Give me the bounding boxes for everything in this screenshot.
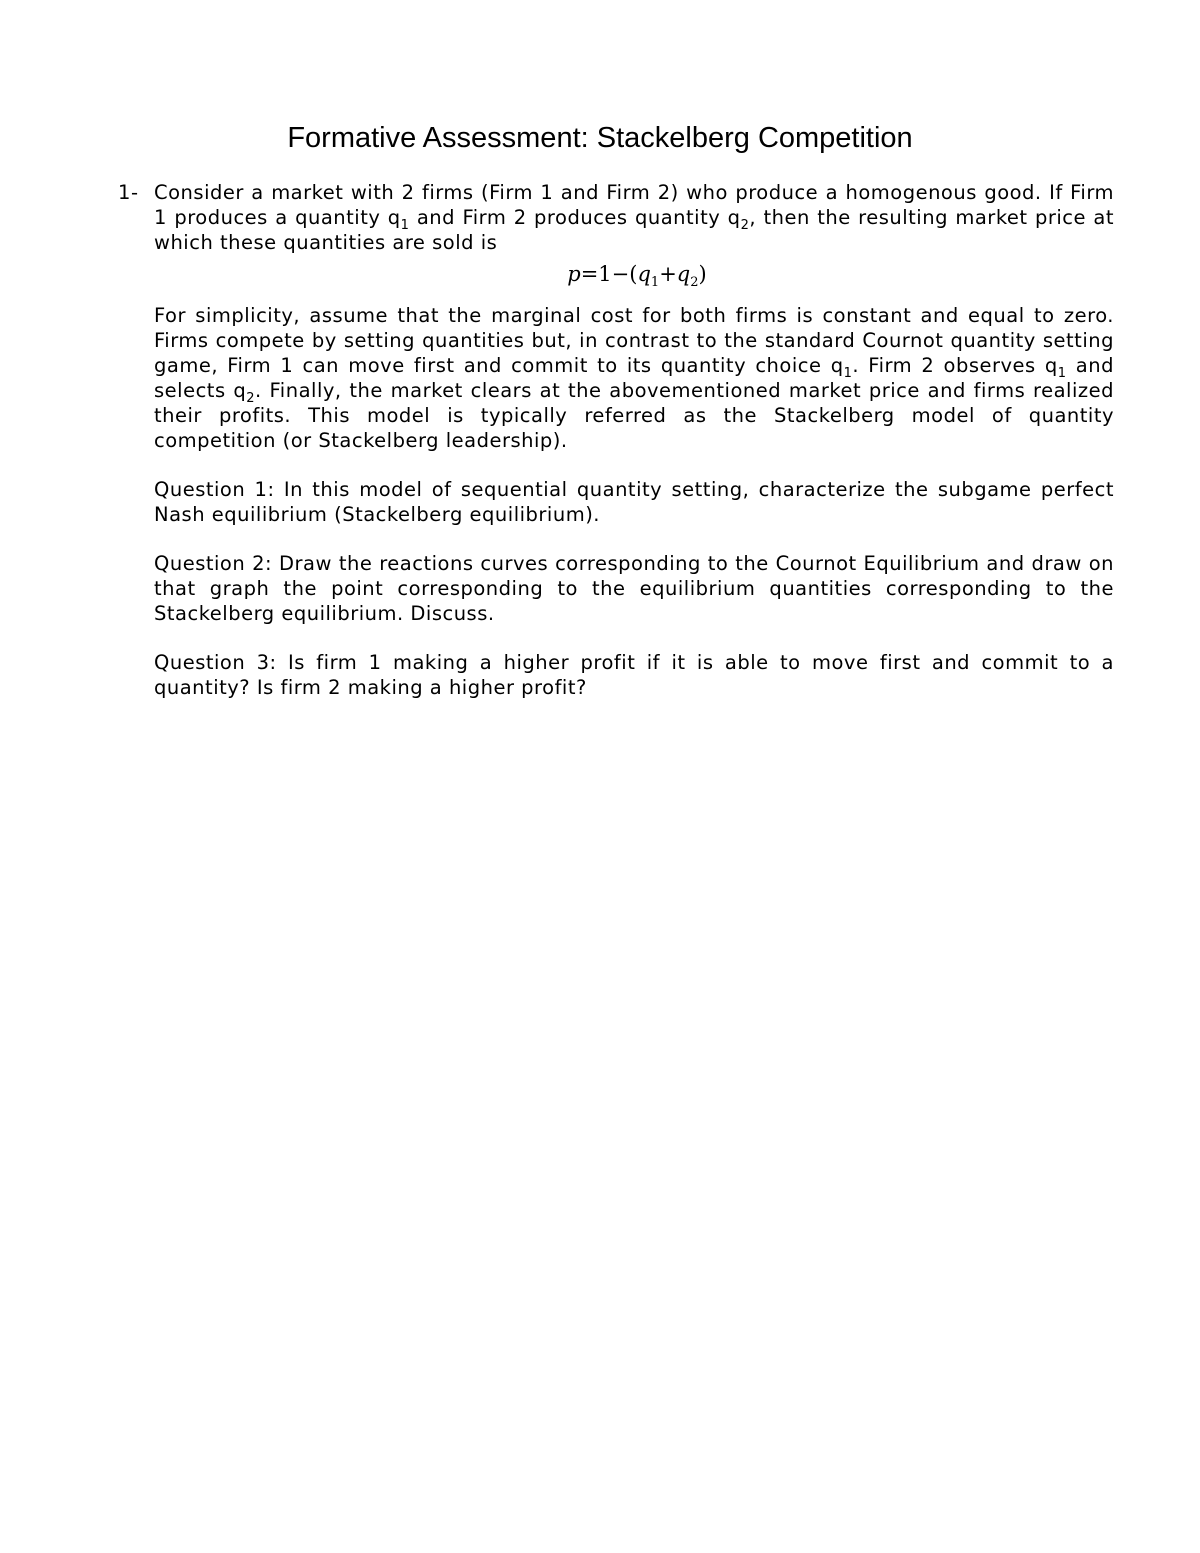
formula-equals: =1−( bbox=[580, 262, 638, 286]
formula-p: p bbox=[567, 262, 581, 286]
assumptions-text-b: . Firm 2 observes q bbox=[852, 354, 1058, 377]
assumptions-text-c: and selects q bbox=[154, 354, 1114, 402]
formula-q1-subscript: 1 bbox=[650, 275, 660, 291]
subscript-1: 1 bbox=[400, 217, 410, 233]
formula-plus: + bbox=[659, 262, 677, 286]
price-formula bbox=[154, 257, 1114, 291]
assumptions-text-a: For simplicity, assume that the marginal cost for both firms is constant and equal to zero. Firms compete by setting quantities but, in contrast to the standard Cournot quantity setting game, Firm 1 can move first and commit to its quantity choice q bbox=[154, 304, 1114, 377]
formula-q2-subscript: 2 bbox=[690, 275, 699, 291]
question-1-paragraph: Question 1: In this model of sequential quantity setting, characterize the subgame perfect Nash equilibrium (Stackelberg equilibrium). bbox=[154, 478, 1114, 526]
formula-q2: q bbox=[676, 262, 691, 286]
question-number: 1- bbox=[118, 181, 139, 204]
question-3-paragraph: Question 3: Is firm 1 making a higher profit if it is able to move first and commit to a quantity? Is firm 2 making a higher profit? bbox=[154, 651, 1114, 699]
market-description-paragraph bbox=[154, 180, 1114, 255]
assumptions-text-d: . Finally, the market clears at the abovementioned market price and firms realized their profits. This model is typically referred as the Stackelberg model of quantity competition (or Stackelberg leadership). bbox=[154, 379, 1114, 452]
market-text-b: and Firm 2 produces quantity q bbox=[409, 206, 741, 229]
subscript-1: 1 bbox=[1057, 365, 1067, 381]
subscript-2: 2 bbox=[740, 217, 750, 233]
formula-close-paren: ) bbox=[698, 262, 707, 286]
subscript-2: 2 bbox=[246, 390, 256, 406]
subscript-1: 1 bbox=[843, 365, 853, 381]
document-title: Formative Assessment: Stackelberg Competition bbox=[287, 122, 913, 154]
formula-q1: q bbox=[637, 262, 651, 286]
market-text-c: , then the resulting market price at which these quantities are sold is bbox=[154, 206, 1114, 254]
market-text-a: Consider a market with 2 firms (Firm 1 and Firm 2) who produce a homogenous good. If Firm 1 produces a quantity q bbox=[154, 181, 1114, 229]
assumptions-paragraph bbox=[154, 303, 1114, 453]
question-2-paragraph: Question 2: Draw the reactions curves corresponding to the Cournot Equilibrium and draw on that graph the point corresponding to the equilibrium quantities corresponding to the Stackelberg equilibrium. Discuss. bbox=[154, 552, 1114, 625]
question-body bbox=[154, 180, 1114, 700]
